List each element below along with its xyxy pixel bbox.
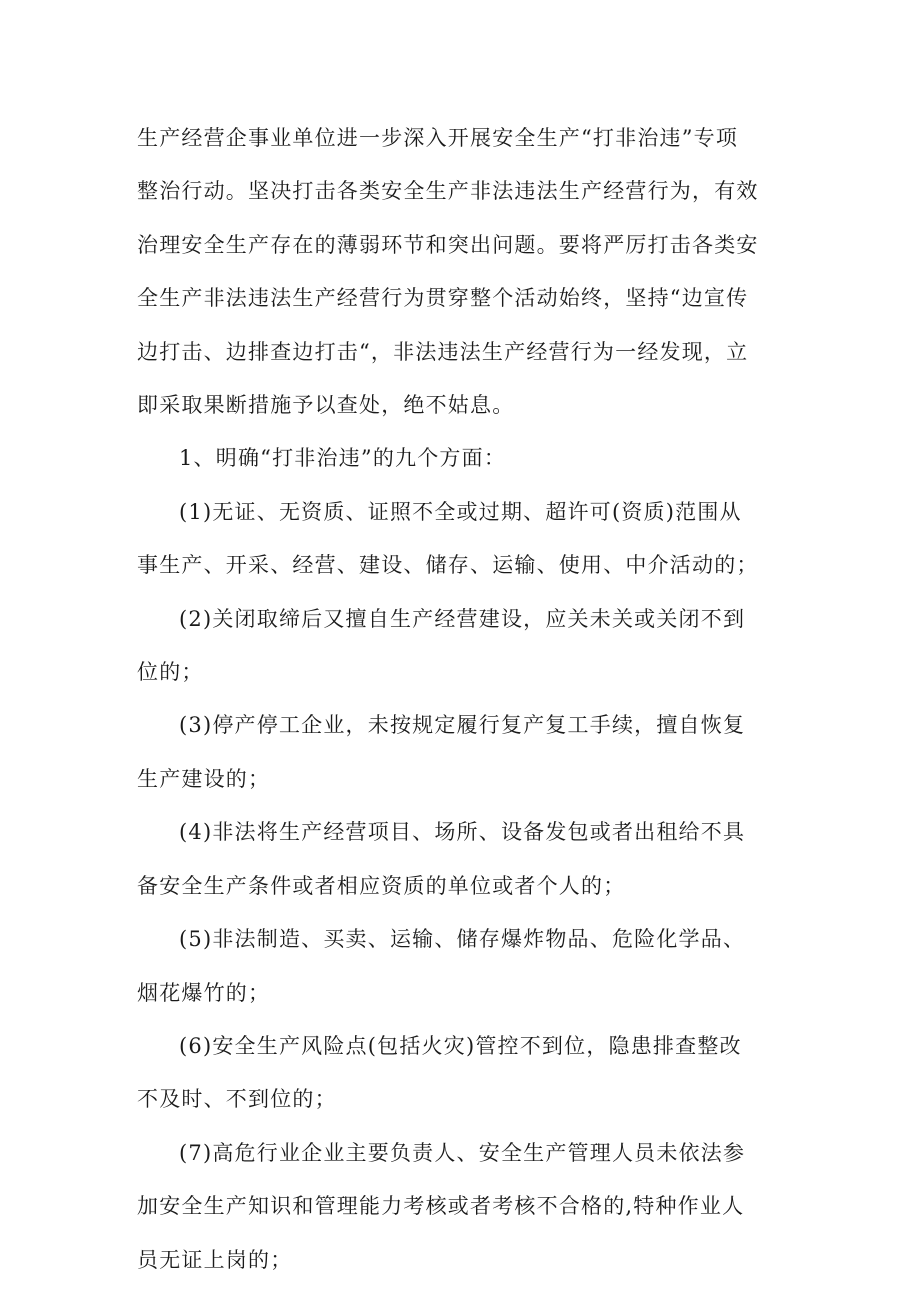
list-item-4: (4)非法将生产经营项目、场所、设备发包或者出租给不具 备安全生产条件或者相应资质的单位或者个人的； — [137, 820, 746, 898]
list-item-5: (5)非法制造、买卖、运输、储存爆炸物品、危险化学品、 烟花爆竹的； — [137, 927, 746, 1005]
section-heading: 1、明确“打非治违”的九个方面： — [179, 446, 507, 471]
list-item-1: (1)无证、无资质、证照不全或过期、超许可(资质)范围从 事生产、开采、经营、建设、储存、运输、使用、中介活动的； — [137, 499, 759, 578]
intro-paragraph: 生产经营企事业单位进一步深入开展安全生产“打非治违”专项 整治行动。坚决打击各类安全生产非法违法生产经营行为，有效 治理安全生产存在的薄弱环节和突出问题。要将严厉打击各类安 全生产非法违法生产经营行为贯穿整个活动始终，坚持“边宣传 边打击、边排查边打击“，非法违法生产经营行为一经发现，立 即采取果断措施予以查处，绝不姑息。 — [137, 126, 759, 418]
document-page — [137, 112, 791, 1287]
list-item-6: (6)安全生产风险点(包括火灾)管控不到位，隐患排查整改 不及时、不到位的； — [137, 1033, 742, 1112]
list-item-7: (7)高危行业企业主要负责人、安全生产管理人员未依法参 加安全生产知识和管理能力考核或者考核不合格的,特种作业人 员无证上岗的； — [137, 1140, 746, 1272]
list-item-3: (3)停产停工企业，未按规定履行复产复工手续，擅自恢复 生产建设的； — [137, 713, 746, 791]
list-item-2: (2)关闭取缔后又擅自生产经营建设，应关未关或关闭不到 位的； — [137, 606, 746, 685]
